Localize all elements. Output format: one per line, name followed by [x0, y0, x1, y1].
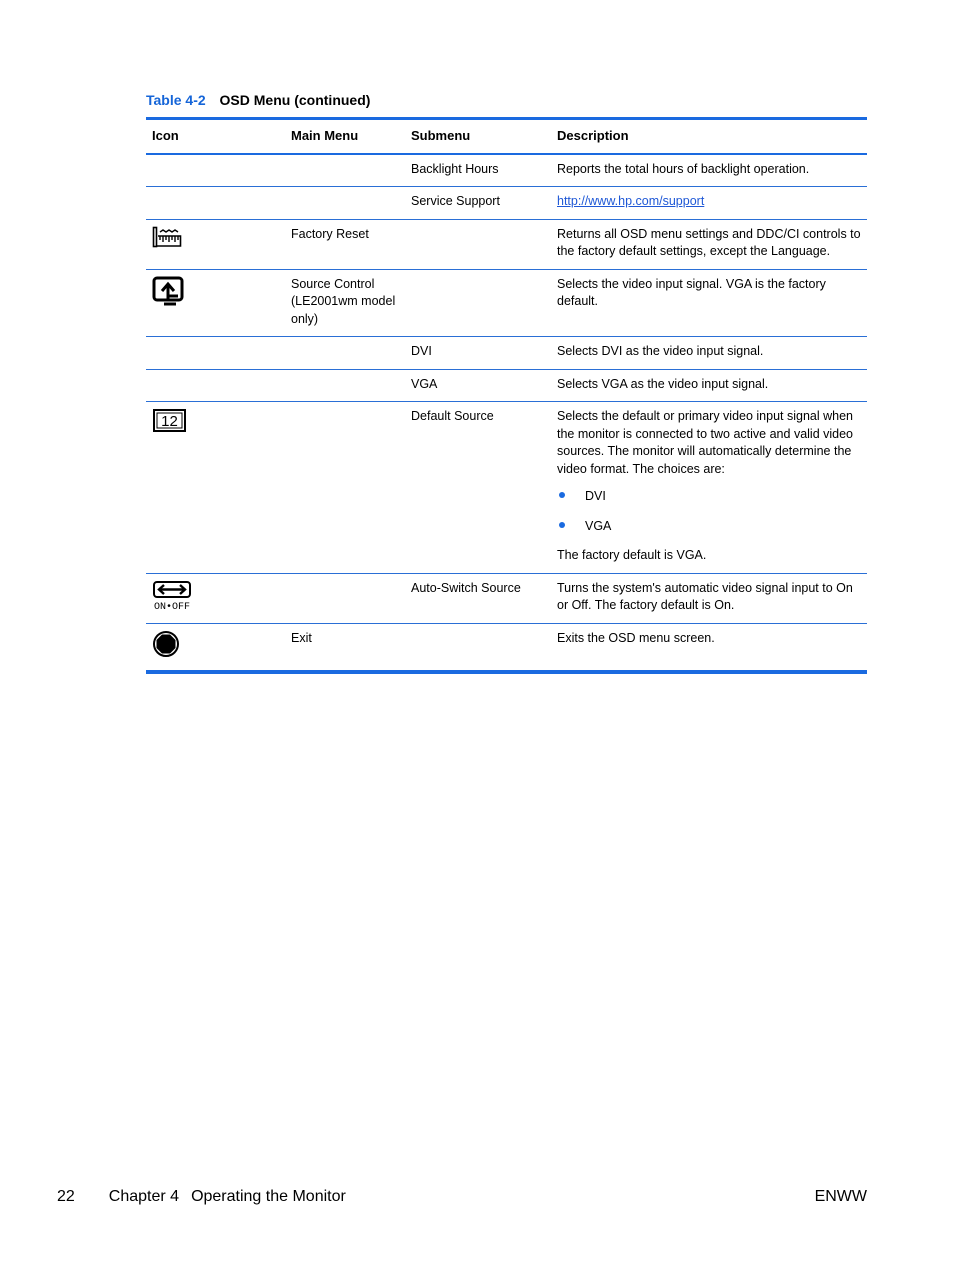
page-footer-left [57, 1188, 346, 1206]
table-row [146, 337, 867, 370]
submenu-cell: VGA [411, 376, 438, 391]
table-row [146, 402, 867, 574]
main-menu-cell: Source Control (LE2001wm model only) [291, 276, 396, 326]
icon-cell [146, 402, 285, 574]
table-title: OSD Menu (continued) [219, 92, 371, 108]
main-menu-cell [285, 573, 405, 623]
factory-reset-icon [152, 226, 182, 248]
description-cell: Turns the system's automatic video signal input to On or Off. The factory default is On. [557, 580, 853, 612]
table-caption [146, 92, 370, 108]
submenu-cell: DVI [411, 344, 432, 358]
icon-cell [146, 623, 285, 672]
chapter-label: Chapter 4 [108, 1188, 180, 1205]
choice-label: DVI [585, 489, 606, 503]
table-row [146, 623, 867, 672]
header-submenu: Submenu [411, 128, 471, 143]
submenu-cell: Service Support [411, 194, 500, 208]
choice-label: VGA [585, 518, 612, 533]
submenu-cell [405, 623, 551, 672]
table-row [146, 154, 867, 187]
submenu-cell [405, 219, 551, 269]
choices-list [557, 488, 861, 535]
main-menu-cell [285, 337, 405, 370]
icon-cell [146, 573, 285, 623]
description-cell [551, 402, 867, 574]
auto-switch-icon-text: ON•OFF [153, 601, 191, 612]
description-cell: Returns all OSD menu settings and DDC/CI controls to the factory default settings, except the Language. [557, 226, 861, 258]
list-item [557, 488, 861, 506]
table-row [146, 219, 867, 269]
description-cell: Reports the total hours of backlight operation. [557, 161, 810, 176]
main-menu-cell [285, 402, 405, 574]
table-row [146, 187, 867, 220]
main-menu-cell [285, 154, 405, 187]
bullet-icon [559, 522, 565, 528]
description-cell: Selects DVI as the video input signal. [557, 344, 764, 358]
description-cell [551, 187, 867, 220]
icon-cell [146, 337, 285, 370]
header-main-menu: Main Menu [291, 128, 359, 143]
osd-menu-table [146, 117, 867, 674]
section-title: Operating the Monitor [191, 1188, 346, 1205]
header-description: Description [557, 128, 629, 143]
table-row [146, 269, 867, 337]
header-icon: Icon [152, 128, 179, 143]
icon-cell [146, 269, 285, 337]
table-row [146, 369, 867, 402]
description-cell: Exits the OSD menu screen. [557, 630, 715, 645]
main-menu-cell: Exit [291, 630, 312, 645]
icon-cell [146, 154, 285, 187]
submenu-cell: Backlight Hours [411, 161, 499, 176]
icon-cell [146, 219, 285, 269]
support-link[interactable]: http://www.hp.com/support [557, 194, 705, 208]
submenu-cell: Default Source [411, 409, 494, 423]
main-menu-cell [285, 369, 405, 402]
submenu-cell [405, 269, 551, 337]
table-number: Table 4-2 [146, 92, 206, 108]
main-menu-cell [285, 187, 405, 220]
icon-cell [146, 187, 285, 220]
exit-icon [152, 630, 180, 658]
description-cell: Selects the video input signal. VGA is the factory default. [557, 276, 826, 308]
main-menu-cell: Factory Reset [291, 226, 369, 241]
description-cell: Selects VGA as the video input signal. [557, 376, 769, 391]
default-source-description: Selects the default or primary video input signal when the monitor is connected to two active and valid video sources. The monitor will automatically determine the video format. The choices are: [557, 409, 854, 476]
icon-cell [146, 369, 285, 402]
default-source-icon-text: 12 [161, 413, 178, 430]
page-footer-right: ENWW [814, 1188, 867, 1205]
list-item [557, 518, 861, 536]
source-control-icon [152, 276, 186, 308]
table-header-row [146, 119, 867, 154]
submenu-cell: Auto-Switch Source [411, 580, 521, 595]
auto-switch-icon [152, 580, 192, 612]
default-source-icon [152, 408, 188, 434]
page-number: 22 [57, 1188, 75, 1205]
factory-default-note: The factory default is VGA. [557, 548, 707, 562]
bullet-icon [559, 492, 565, 498]
table-row [146, 573, 867, 623]
